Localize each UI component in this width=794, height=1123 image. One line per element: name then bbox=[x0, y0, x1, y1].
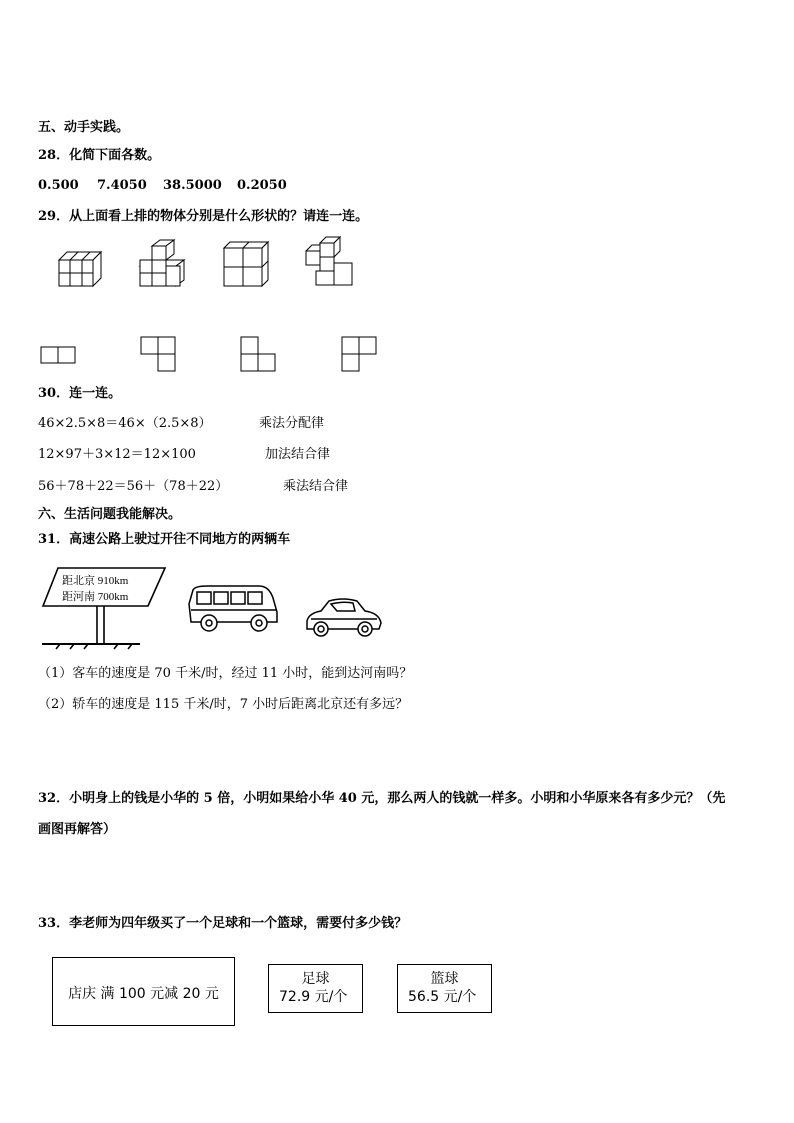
promotion-box bbox=[52, 957, 235, 1026]
q32-prompt-line2: 画图再解答） bbox=[38, 822, 117, 837]
sign-distance-beijing: 距北京 910km bbox=[62, 575, 129, 587]
q30-expression: 56＋78＋22＝56＋（78＋22） bbox=[38, 479, 229, 494]
promotion-text: 店庆 满 100 元减 20 元 bbox=[68, 986, 219, 1002]
q30-law: 乘法结合律 bbox=[283, 479, 349, 494]
cube-figure-1 bbox=[55, 248, 103, 288]
q30-law: 加法结合律 bbox=[265, 447, 331, 462]
q31-sub-question-2: （2）轿车的速度是 115 千米/时，7 小时后距离北京还有多远？ bbox=[38, 697, 409, 712]
q33-prompt: 33．李老师为四年级买了一个足球和一个篮球，需要付多少钱？ bbox=[38, 916, 408, 931]
cube-figure-4 bbox=[302, 235, 358, 289]
q28-number: 0.500 bbox=[38, 178, 79, 193]
car-illustration bbox=[303, 597, 383, 639]
bus-illustration bbox=[187, 584, 279, 634]
q28-number: 38.5000 bbox=[163, 178, 222, 193]
top-view-shape-1 bbox=[40, 346, 76, 364]
cube-figure-3 bbox=[222, 240, 270, 288]
q30-prompt: 30．连一连。 bbox=[38, 386, 122, 401]
q31-prompt: 31．高速公路上驶过开往不同地方的两辆车 bbox=[38, 532, 291, 547]
basketball-price-box bbox=[397, 964, 492, 1013]
top-view-shape-4 bbox=[341, 336, 377, 372]
sign-distance-henan: 距河南 700km bbox=[62, 591, 129, 603]
q31-sub-question-1: （1）客车的速度是 70 千米/时，经过 11 小时，能到达河南吗？ bbox=[38, 666, 413, 681]
basketball-name: 篮球 bbox=[430, 971, 459, 987]
road-sign-illustration bbox=[40, 564, 170, 650]
cube-figure-2 bbox=[138, 238, 188, 290]
q28-prompt: 28．化简下面各数。 bbox=[38, 148, 161, 163]
q28-number: 0.2050 bbox=[237, 178, 287, 193]
top-view-shape-2 bbox=[140, 336, 176, 372]
q28-number: 7.4050 bbox=[97, 178, 147, 193]
q29-prompt: 29．从上面看上排的物体分别是什么形状的？请连一连。 bbox=[38, 209, 369, 224]
football-price-box bbox=[268, 964, 363, 1013]
q32-prompt-line1: 32．小明身上的钱是小华的 5 倍，小明如果给小华 40 元，那么两人的钱就一样多。小明和小华原来各有多少元？（先 bbox=[38, 791, 726, 806]
section-six-heading: 六、生活问题我能解决。 bbox=[38, 507, 182, 522]
q30-expression: 46×2.5×8＝46×（2.5×8） bbox=[38, 416, 212, 431]
football-name: 足球 bbox=[301, 971, 330, 987]
basketball-price: 56.5 元/个 bbox=[408, 989, 477, 1005]
q30-expression: 12×97＋3×12＝12×100 bbox=[38, 447, 196, 462]
top-view-shape-3 bbox=[240, 336, 276, 372]
football-price: 72.9 元/个 bbox=[279, 989, 348, 1005]
section-five-heading: 五、动手实践。 bbox=[38, 120, 130, 135]
q30-law: 乘法分配律 bbox=[259, 416, 325, 431]
